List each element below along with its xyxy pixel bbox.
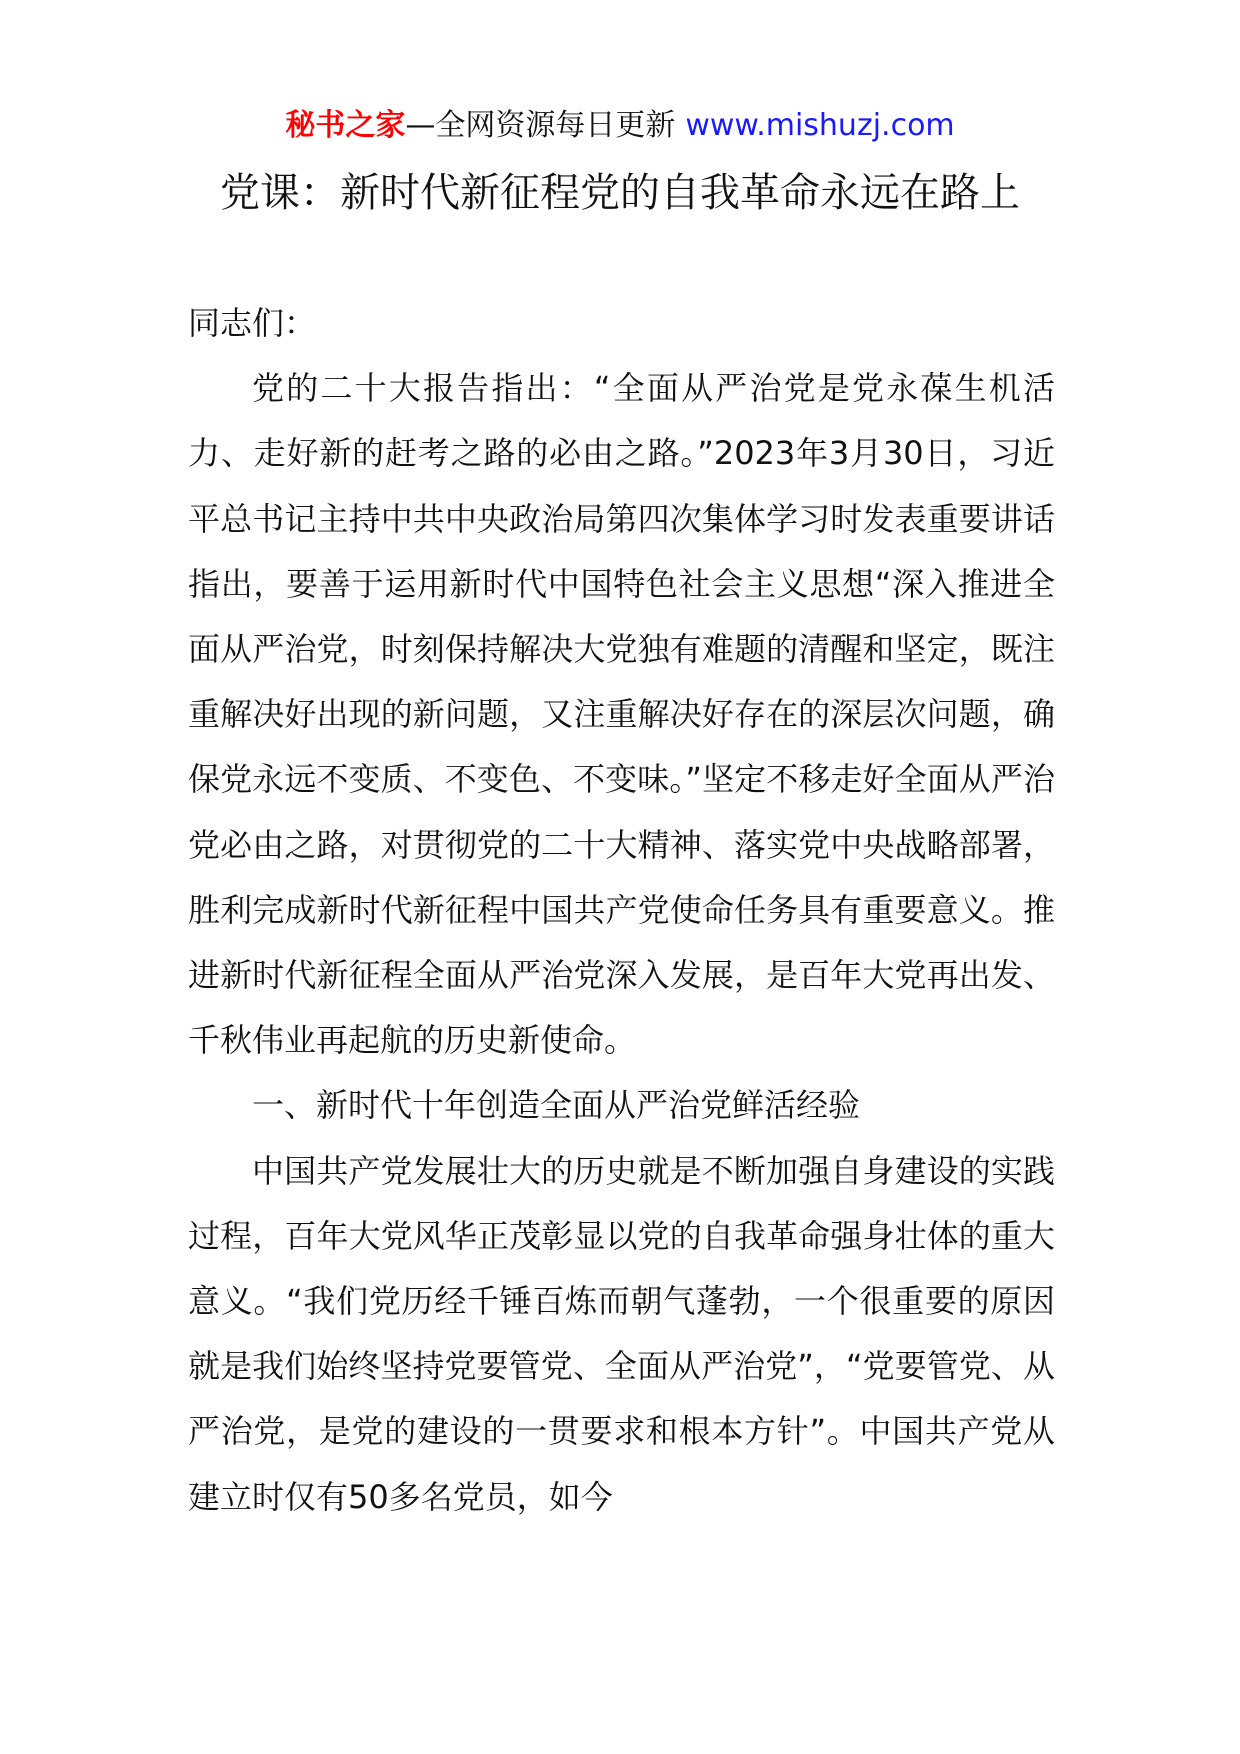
document-title: 党课：新时代新征程党的自我革命永远在路上 <box>220 170 1020 216</box>
section-heading-1: 一、新时代十年创造全面从严治党鲜活经验 <box>252 1086 861 1125</box>
paragraph-intro: 党的二十大报告指出：“全面从严治党是党永葆生机活力、走好新的赶考之路的必由之路。”2023年3月30日，习近平总书记主持中共中央政治局第四次集体学习时发表重要讲话指出，要善于运用新时代中国特色社会主义思想“深入推进全面从严治党，时刻保持解决大党独有难题的清醒和坚定，既注重解决好出现的新问题，又注重解决好存在的深层次问题，确保党永远不变质、不变色、不变味。”坚定不移走好全面从严治党必由之路，对贯彻党的二十大精神、落实党中央战略部署，胜利完成新时代新征程中国共产党使命任务具有重要意义。推进新时代新征程全面从严治党深入发展，是百年大党再出发、千秋伟业再起航的历史新使命。 <box>188 369 1055 1060</box>
paragraph-section-1: 中国共产党发展壮大的历史就是不断加强自身建设的实践过程，百年大党风华正茂彰显以党的自我革命强身壮体的重大意义。“我们党历经千锤百炼而朝气蓬勃，一个很重要的原因就是我们始终坚持党要管党、全面从严治党”，“党要管党、从严治党，是党的建设的一贯要求和根本方针”。中国共产党从建立时仅有50多名党员，如今 <box>188 1151 1055 1516</box>
site-url-link[interactable]: www.mishuzj.com <box>685 108 955 143</box>
site-tagline: —全网资源每日更新 <box>405 108 676 143</box>
document-body <box>188 291 1055 1530</box>
site-brand: 秘书之家 <box>285 108 406 143</box>
salutation: 同志们： <box>188 304 317 342</box>
site-header <box>0 104 1240 148</box>
